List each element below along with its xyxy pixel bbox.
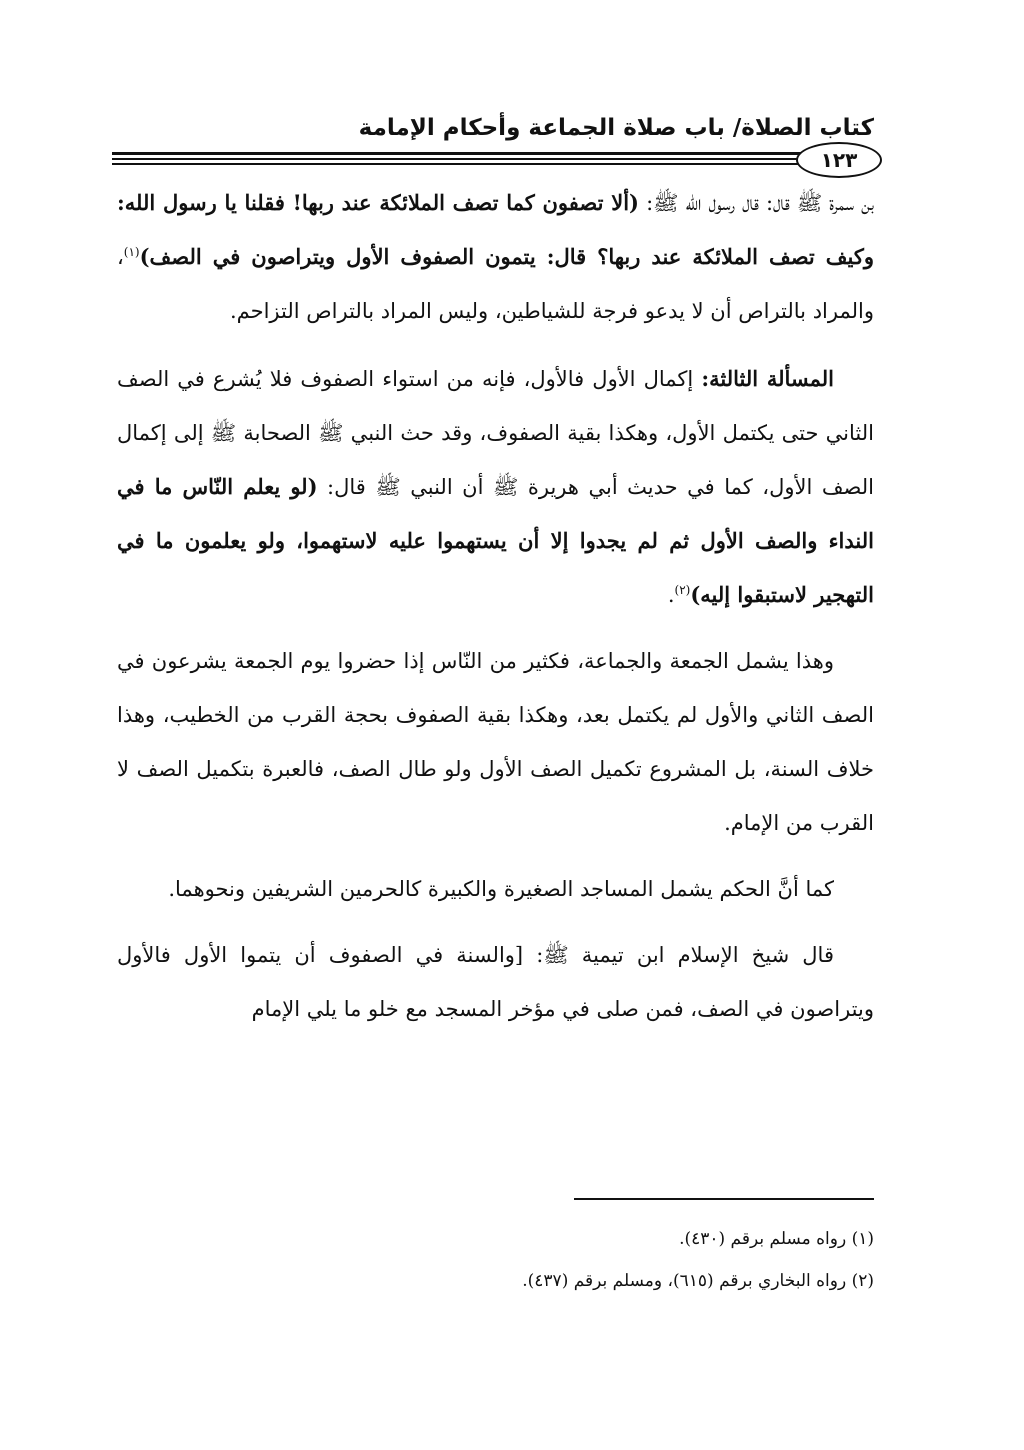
paragraph: قال شيخ الإسلام ابن تيمية ﷺ: [والسنة في الصفوف أن يتموا الأول فالأول ويتراصون في الصف، فمن صلى في مؤخر المسجد مع خلو ما يلي الإمام — [117, 943, 874, 1021]
paragraph: كما أنَّ الحكم يشمل المساجد الصغيرة والكبيرة كالحرمين الشريفين ونحوهما. — [168, 877, 834, 901]
footnote-ref: (١) — [123, 245, 140, 259]
paragraph — [117, 176, 874, 338]
page-number: ١٢٣ — [796, 142, 882, 178]
hadith-quote: (ألا تصفون كما تصف الملائكة عند ربها! فقلنا يا رسول الله: وكيف تصف الملائكة عند ربها؟ قال: يتمون الصفوف الأول ويتراصون في الصف) — [117, 190, 874, 269]
section-label: المسألة الثالثة: — [701, 366, 834, 391]
footnote: (٢) رواه البخاري برقم (٦١٥)، ومسلم برقم (٤٣٧). — [522, 1271, 874, 1291]
running-title: كتاب الصلاة/ باب صلاة الجماعة وأحكام الإمامة — [358, 115, 874, 141]
header-rule-line — [112, 158, 874, 160]
footnote: (١) رواه مسلم برقم (٤٣٠). — [679, 1229, 874, 1249]
text-run: . — [667, 583, 675, 607]
text-run: ، والمراد بالتراص أن لا يدعو فرجة للشياطين، وليس المراد بالتراص التزاحم. — [117, 245, 874, 323]
header-rule — [112, 148, 874, 170]
text-run: بن سمرة ﷺ قال: قال رسول الله ﷺ: — [638, 191, 874, 215]
hadith-quote: (لو يعلم النّاس ما في النداء والصف الأول ثم لم يجدوا إلا أن يستهموا عليه لاستهموا، ولو يعلمون ما في التهجير لاستبقوا إليه) — [117, 474, 874, 607]
footnotes — [154, 1218, 874, 1302]
footnote-ref: (٢) — [674, 583, 691, 597]
paragraph — [117, 352, 874, 622]
footnote-separator — [574, 1198, 874, 1200]
header-rule-line — [112, 163, 874, 165]
paragraph: وهذا يشمل الجمعة والجماعة، فكثير من النّاس إذا حضروا يوم الجمعة يشرعون في الصف الثاني والأول لم يكتمل بعد، وهكذا بقية الصفوف بحجة القرب من الخطيب، وهذا خلاف السنة، بل المشروع تكميل الصف الأول ولو طال الصف، فالعبرة بتكميل الصف لا القرب من الإمام. — [117, 649, 874, 835]
main-text — [117, 176, 874, 1048]
text-run: إكمال الأول فالأول، فإنه من استواء الصفوف فلا يُشرع في الصف الثاني حتى يكتمل الأول، وهكذا بقية الصفوف، وقد حث النبي ﷺ الصحابة ﷺ إلى إكمال الصف الأول، كما في حديث أبي هريرة ﷺ أن النبي ﷺ قال: — [117, 367, 874, 499]
header-rule-line — [112, 152, 874, 155]
